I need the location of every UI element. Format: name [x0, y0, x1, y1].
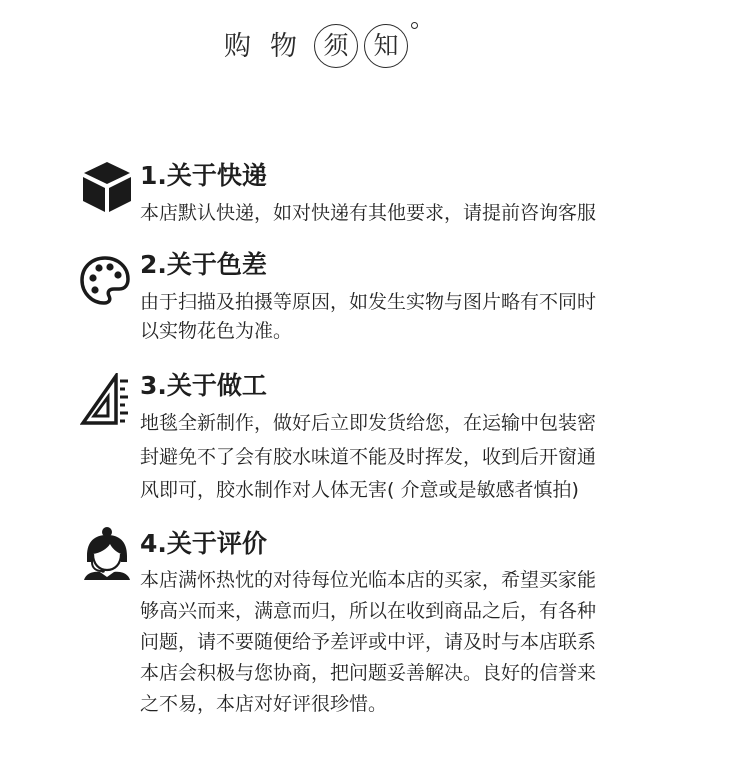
customer-service-icon	[80, 526, 134, 580]
section-text-line: 由于扫描及拍摄等原因，如发生实物与图片略有不同时	[140, 291, 597, 313]
section-text-line: 封避免不了会有胶水味道不能及时挥发，收到后开窗通	[140, 446, 597, 468]
header-char-2: 物	[270, 31, 297, 62]
section-text-line: 风即可，胶水制作对人体无害( 介意或是敏感者慎拍)	[140, 479, 579, 501]
page-header	[0, 22, 750, 72]
header-char-3-circled: 须	[314, 24, 358, 68]
section-title: 1.关于快递	[140, 161, 267, 190]
section-title: 3.关于做工	[140, 371, 267, 400]
header-end-mark	[411, 22, 418, 29]
section-text-line: 问题，请不要随便给予差评或中评，请及时与本店联系	[140, 631, 597, 653]
section-text-line: 地毯全新制作，做好后立即发货给您，在运输中包装密	[140, 412, 597, 434]
section-text-line: 本店会积极与您协商，把问题妥善解决。良好的信誉来	[140, 662, 597, 684]
section-title: 4.关于评价	[140, 529, 267, 558]
ruler-triangle-icon	[80, 373, 134, 427]
header-char-1: 购	[224, 31, 251, 62]
section-text-line: 之不易，本店对好评很珍惜。	[140, 693, 388, 715]
section-title: 2.关于色差	[140, 250, 267, 279]
header-char-4-circled: 知	[364, 24, 408, 68]
section-text-line: 够高兴而来，满意而归，所以在收到商品之后，有各种	[140, 600, 597, 622]
section-text-line: 本店满怀热忱的对待每位光临本店的买家，希望买家能	[140, 569, 597, 591]
section-text-line: 以实物花色为准。	[140, 320, 293, 342]
palette-icon	[78, 254, 132, 308]
box-icon	[80, 160, 134, 214]
section-text-line: 本店默认快递，如对快递有其他要求，请提前咨询客服	[140, 202, 597, 224]
